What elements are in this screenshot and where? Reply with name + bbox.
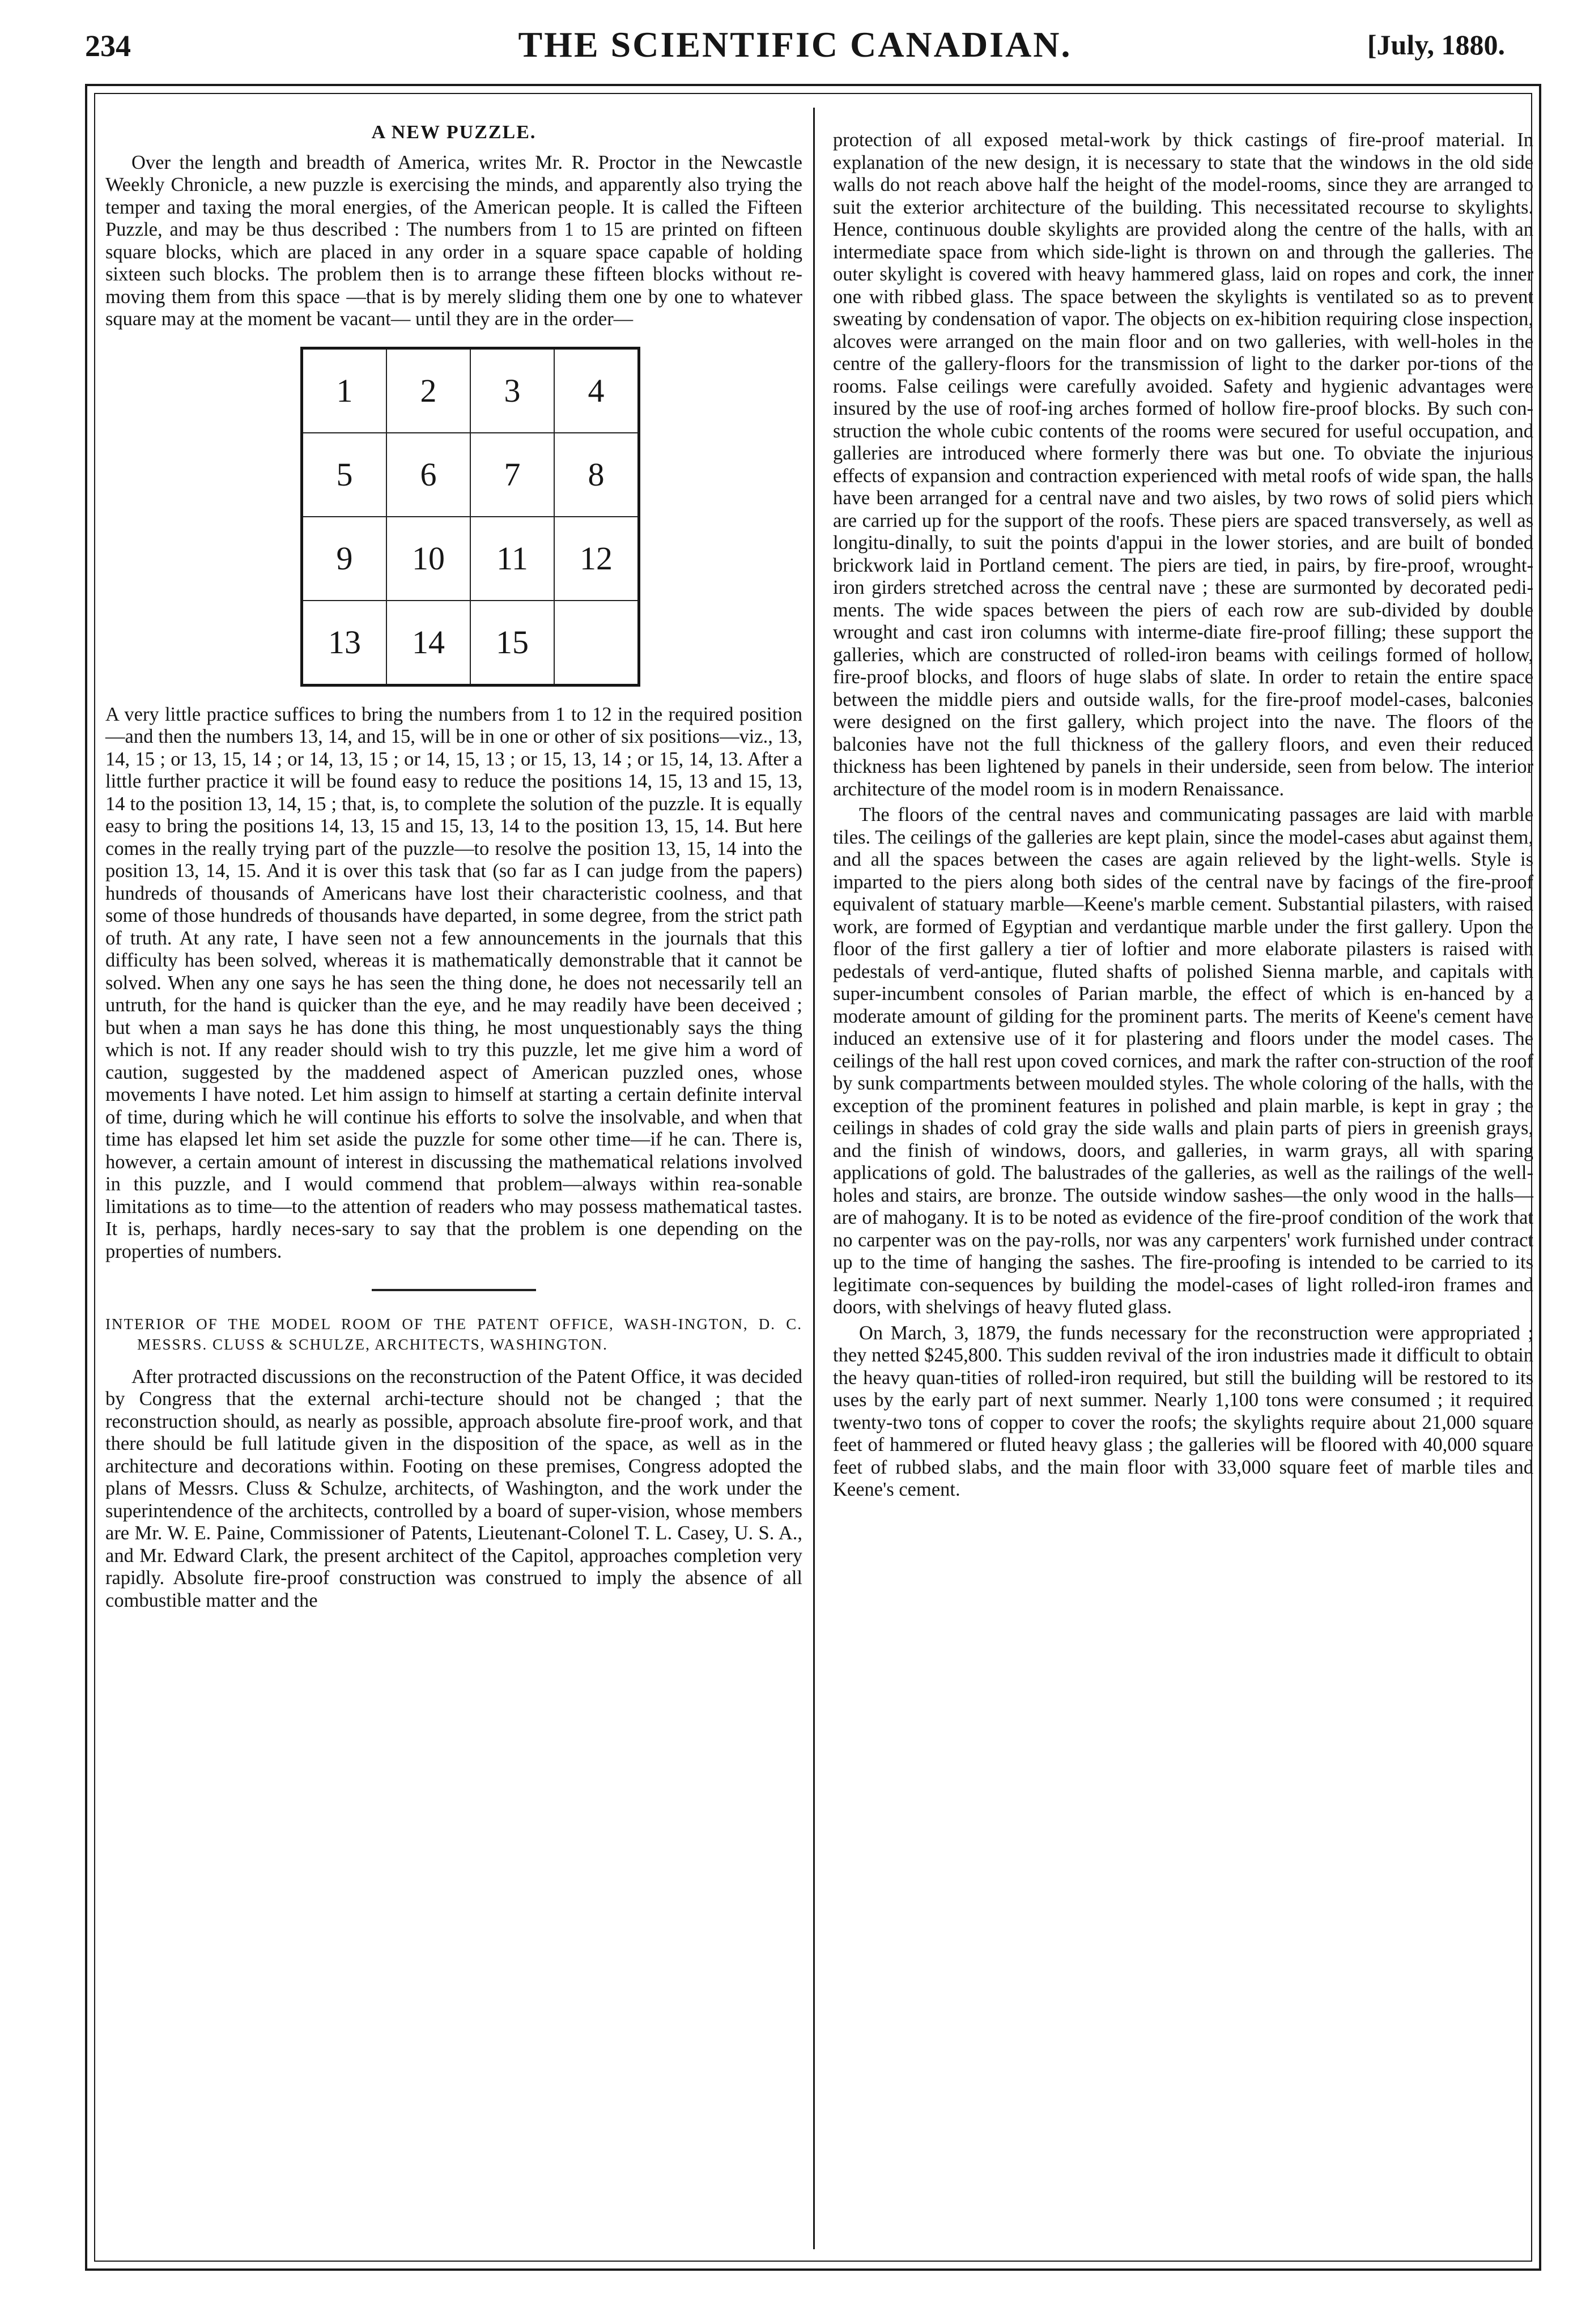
puzzle-article-title: A NEW PUZZLE. <box>371 122 537 143</box>
puzzle-row <box>302 601 639 686</box>
puzzle-cell: 5 <box>302 433 387 517</box>
left-column <box>105 121 802 1615</box>
puzzle-row <box>302 517 639 601</box>
puzzle-cell: 12 <box>554 517 639 601</box>
puzzle-cell: 13 <box>302 601 387 686</box>
puzzle-cell: 10 <box>386 517 470 601</box>
puzzle-cell: 4 <box>554 348 639 433</box>
puzzle-cell: 8 <box>554 433 639 517</box>
puzzle-cell: 2 <box>386 348 470 433</box>
puzzle-cell: 11 <box>470 517 554 601</box>
puzzle-body-paragraph: A very little practice suffices to bring the numbers from 1 to 12 in the required position—and then the numbers 13, 14, and 15, will be in one or other of six positions—viz., 13, 14, 15 ; or 13, 15, 14 ; or 14, 13, 15 ; or 14, 15, 13 ; or 15, 13, 14 ; or 15, 14, 13. After a little further practice it will be found easy to reduce the positions 14, 15, 13 and 15, 13, 14 to the position 13, 14, 15 ; that, is, to complete the solution of the puzzle. It is equally easy to bring the positions 14, 13, 15 and 15, 13, 14 to the position 13, 15, 14. But here comes in the really trying part of the puzzle—to resolve the position 13, 15, 14 into the position 13, 14, 15. And it is over this task that (so far as I can judge from the papers) hundreds of thousands of Americans have lost their characteristic coolness, and that some of those hundreds of thousands have departed, in some degree, from the strict path of truth. At any rate, I have seen not a few announcements in the journals that this difficulty has been solved, whereas it is mathematically demonstrable that it cannot be solved. When any one says he has seen the thing done, he does not necessarily tell an untruth, for the hand is quicker than the eye, and he may readily have been deceived ; but when a man says he has done this thing, he most unquestionably says the thing which is not. If any reader should wish to try this puzzle, let me give him a word of caution, suggested by the maddened aspect of American puzzled ones, whose movements I have noted. Let him assign to himself at starting a certain definite interval of time, during which he will continue his efforts to solve the insolvable, and when that time has elapsed let him set aside the puzzle for some other time—if he can. There is, however, a certain amount of interest in discussing the mathematical relations involved in this puzzle, and I would commend that problem—always within rea-sonable limitations as to time—to the attention of readers who may possess mathematical tastes. It is, perhaps, hardly neces-sary to say that the problem is one depending on the properties of numbers. <box>105 703 802 1262</box>
puzzle-cell: 1 <box>302 348 387 433</box>
issue-date: [July, 1880. <box>1367 29 1505 61</box>
divider-rule <box>372 1289 536 1291</box>
puzzle-cell: 15 <box>470 601 554 686</box>
page-header <box>85 20 1505 66</box>
puzzle-cell-empty <box>554 601 639 686</box>
puzzle-cell: 7 <box>470 433 554 517</box>
patent-office-heading: INTERIOR OF THE MODEL ROOM OF THE PATENT OFFICE, WASH-INGTON, D. C. MESSRS. CLUSS & SCHULZE, ARCHITECTS, WASHINGTON. <box>105 1315 802 1353</box>
masthead: THE SCIENTIFIC CANADIAN. <box>518 24 1072 65</box>
puzzle-cell: 6 <box>386 433 470 517</box>
puzzle-row <box>302 433 639 517</box>
right-column <box>833 129 1533 1505</box>
continued-paragraph: protection of all exposed metal-work by thick castings of fire-proof material. In explanation of the new design, it is necessary to state that the windows in the old side walls do not reach above half the height of the model-rooms, since they are arranged to suit the exterior architecture of the building. This necessitated recourse to skylights. Hence, continuous double skylights are provided along the centre of the halls, with an intermediate space from which side-light is thrown on and through the galleries. The outer skylight is covered with heavy hammered glass, laid on ropes and cork, the inner one with ribbed glass. The space between the skylights is ventilated so as to prevent sweating by condensation of vapor. The objects on ex-hibition requiring close inspection, alcoves were arranged on the main floor and on two galleries, with well-holes in the centre of the gallery-floors for the transmission of light to the darker por-tions of the rooms. False ceilings were carefully avoided. Safety and hygienic advantages were insured by the use of roof-ing arches formed of hollow fire-proof blocks. By such con-struction the whole cubic contents of the rooms were secured for useful occupation, and galleries are introduced where formerly there was but one. To obviate the injurious effects of expansion and contraction experienced with metal roofs of wide span, the halls have been arranged for a central nave and two aisles, by two rows of solid piers which are carried up for the support of the roofs. These piers are spaced transversely, as well as longitu-dinally, to suit the points d'appui in the lower stories, and are built of bonded brickwork laid in Portland cement. The piers are tied, in pairs, by fire-proof, wrought-iron girders stretched across the central nave ; these are surmonted by decorated pedi-ments. The wide spaces between the piers of each row are sub-divided by double wrought and cast iron columns with interme-diate fire-proof filling; these support the galleries, which are constructed of rolled-iron beams with ceilings formed of hollow, fire-proof blocks, and floors of huge slabs of slate. In order to retain the entire space between the middle piers and outside walls, for the fire-proof model-cases, balconies were designed on the first gallery, which project into the nave. The floors of the balconies have not the full thickness of the gallery floors, and even their reduced thickness has been lightened by panels in their underside, seen from below. The interior architecture of the model room is in modern Renaissance. <box>833 129 1533 800</box>
floors-paragraph: The floors of the central naves and communicating passages are laid with marble tiles. The ceilings of the galleries are kept plain, since the model-cases abut against them, and all the spaces between the cases are again relieved by the light-wells. Style is imparted to the piers along both sides of the central nave by facings of the fire-proof equivalent of statuary marble—Keene's marble cement. Substantial pilasters, with raised work, are formed of Egyptian and verdantique marble under the first gallery. Upon the floor of the first gallery a tier of loftier and more elaborate pilasters is raised with pedestals of verd-antique, fluted shafts of polished Sienna marble, and capitals with super-incumbent consoles of Parian marble, the effect of which is en-hanced by a moderate amount of gilding for the prominent parts. The merits of Keene's cement have induced an extensive use of it for plastering and floors under the model cases. The ceilings of the hall rest upon coved cornices, and mark the rafter con-struction of the roof by sunk compartments between moulded styles. The whole coloring of the halls, with the exception of the prominent features in polished and plain marble, is kept in gray ; the ceilings in shades of cold gray the side walls and plain parts of piers in greenish grays, and the finish of windows, doors, and galleries, in warm grays, all with sparing applications of gold. The balustrades of the galleries, as well as the railings of the well-holes and stairs, are bronze. The outside window sashes—the only wood in the halls—are of mahogany. It is to be noted as evidence of the fire-proof condition of the work that no carpenter was on the pay-rolls, nor was any carpenters' work furnished under contract up to the time of hanging the sashes. The fire-proofing is intended to be carried to its legitimate con-sequences by building the model-cases of light rolled-iron frames and doors, with shelvings of heavy fluted glass. <box>833 804 1533 1318</box>
puzzle-cell: 3 <box>470 348 554 433</box>
section-divider <box>105 1278 802 1300</box>
puzzle-cell: 14 <box>386 601 470 686</box>
column-rule <box>813 108 815 2249</box>
puzzle-intro-paragraph: Over the length and breadth of America, writes Mr. R. Proctor in the Newcastle Weekly Chronicle, a new puzzle is exercising the minds, and apparently also trying the temper and taxing the moral energies, of the American people. It is called the Fifteen Puzzle, and may be thus described : The numbers from 1 to 15 are printed on fifteen square blocks, which are placed in any order in a square space capable of holding sixteen such blocks. The problem then is to arrange these fifteen blocks without re-moving them from this space —that is by merely sliding them one by one to whatever square may at the moment be vacant— until they are in the order— <box>105 151 802 330</box>
page-number: 234 <box>85 29 131 63</box>
puzzle-row <box>302 348 639 433</box>
puzzle-cell: 9 <box>302 517 387 601</box>
patent-office-paragraph: After protracted discussions on the reconstruction of the Patent Office, it was decided by Congress that the external archi-tecture should not be changed ; that the reconstruction should, as nearly as possible, approach absolute fire-proof work, and that there should be full latitude given in the disposition of the space, as well as in the architecture and decorations within. Footing on these premises, Congress adopted the plans of Messrs. Cluss & Schulze, architects, of Washington, and the work under the superintendence of the architects, controlled by a board of super-vision, whose members are Mr. W. E. Paine, Commissioner of Patents, Lieutenant-Colonel T. L. Casey, U. S. A., and Mr. Edward Clark, the present architect of the Capitol, approaches completion very rapidly. Absolute fire-proof construction was construed to imply the absence of all combustible matter and the <box>105 1365 802 1611</box>
fifteen-puzzle-grid <box>300 347 640 687</box>
funds-paragraph: On March, 3, 1879, the funds necessary for the reconstruction were appropriated ; they netted $245,800. This sudden revival of the iron industries made it difficult to obtain the heavy quan-tities of rolled-iron required, but still the building will be restored to its uses by the early part of next summer. Nearly 1,100 tons were consumed ; it required twenty-two tons of copper to cover the roofs; the skylights require about 21,000 square feet of hammered or fluted heavy glass ; the galleries will be floored with 40,000 square feet of rubbed slabs, and the main floor with 33,000 square feet of marble tiles and Keene's cement. <box>833 1322 1533 1500</box>
